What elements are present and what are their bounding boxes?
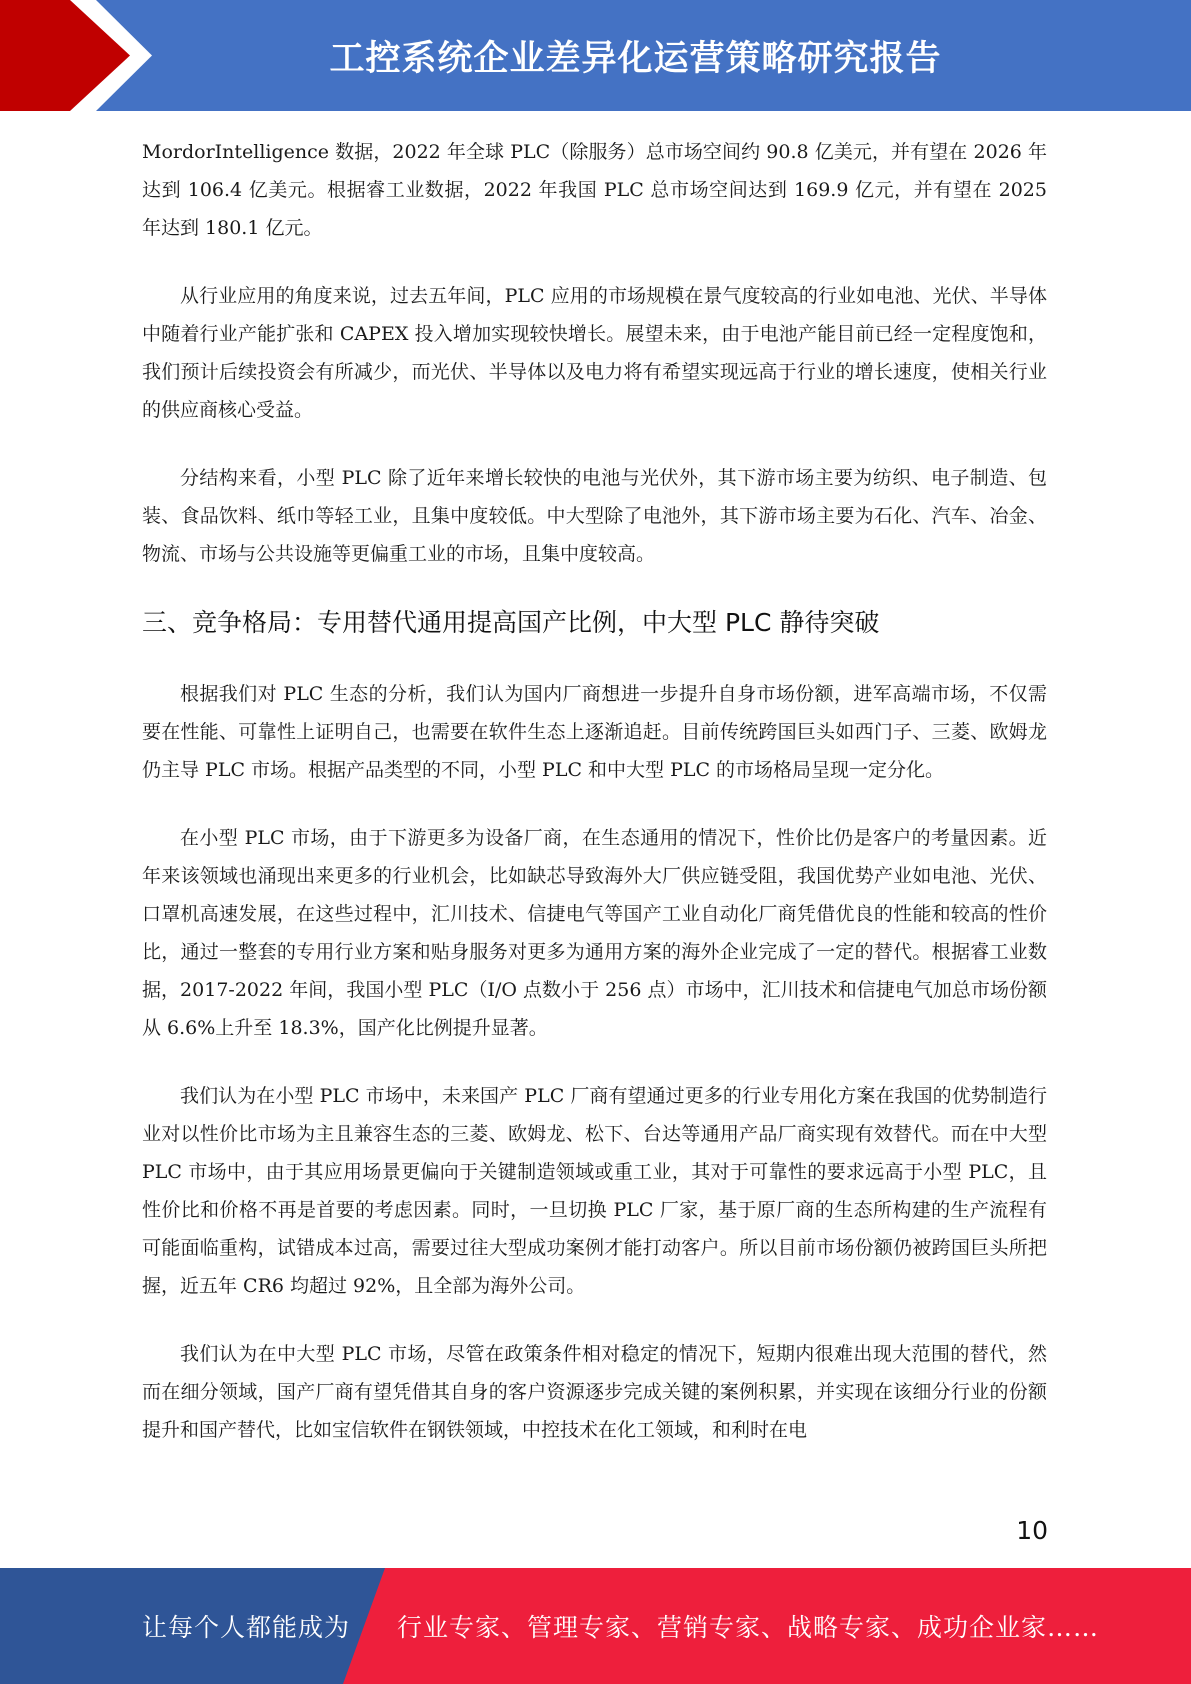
- paragraph-substitution: 我们认为在小型 PLC 市场中，未来国产 PLC 厂商有望通过更多的行业专用化方案在我国的优势制造行业对以性价比市场为主且兼容生态的三菱、欧姆龙、松下、台达等通用产品厂商实现有效替代。而在中大型 PLC 市场中，由于其应用场景更偏向于关键制造领域或重工业，其对于可靠性的要求远高于小型 PLC，且性价比和价格不再是首要的考虑因素。同时，一旦切换 PLC 厂家，基于原厂商的生态所构建的生产流程有可能面临重构，试错成本过高，需要过往大型成功案例才能打动客户。所以目前市场份额仍被跨国巨头所把握，近五年 CR6 均超过 92%，且全部为海外公司。: [142, 1085, 1047, 1297]
- section-heading: 三、竞争格局：专用替代通用提高国产比例，中大型 PLC 静待突破: [142, 608, 880, 637]
- page-number: 10: [1016, 1516, 1048, 1545]
- paragraph-industry-application: 从行业应用的角度来说，过去五年间，PLC 应用的市场规模在景气度较高的行业如电池、光伏、半导体中随着行业产能扩张和 CAPEX 投入增加实现较快增长。展望未来，由于电池产能目前已经一定程度饱和，我们预计后续投资会有所减少，而光伏、半导体以及电力将有希望实现远高于行业的增长速度，使相关行业的供应商核心受益。: [142, 285, 1047, 421]
- footer-slogan-right: 行业专家、管理专家、营销专家、战略专家、成功企业家……: [397, 1613, 1100, 1642]
- paragraph-structure: 分结构来看，小型 PLC 除了近年来增长较快的电池与光伏外，其下游市场主要为纺织、电子制造、包装、食品饮料、纸巾等轻工业，且集中度较低。中大型除了电池外，其下游市场主要为石化、汽车、冶金、物流、市场与公共设施等更偏重工业的市场，且集中度较高。: [142, 467, 1047, 565]
- paragraph-small-plc: 在小型 PLC 市场，由于下游更多为设备厂商，在生态通用的情况下，性价比仍是客户的考量因素。近年来该领域也涌现出来更多的行业机会，比如缺芯导致海外大厂供应链受阻，我国优势产业如电池、光伏、口罩机高速发展，在这些过程中，汇川技术、信捷电气等国产工业自动化厂商凭借优良的性能和较高的性价比，通过一整套的专用行业方案和贴身服务对更多为通用方案的海外企业完成了一定的替代。根据睿工业数据，2017-2022 年间，我国小型 PLC（I/O 点数小于 256 点）市场中，汇川技术和信捷电气加总市场份额从 6.6%上升至 18.3%，国产化比例提升显著。: [142, 827, 1047, 1039]
- paragraph-ecosystem: 根据我们对 PLC 生态的分析，我们认为国内厂商想进一步提升自身市场份额，进军高端市场，不仅需要在性能、可靠性上证明自己，也需要在软件生态上逐渐追赶。目前传统跨国巨头如西门子、三菱、欧姆龙仍主导 PLC 市场。根据产品类型的不同，小型 PLC 和中大型 PLC 的市场格局呈现一定分化。: [142, 683, 1047, 781]
- header-banner: [0, 0, 1191, 111]
- footer-slogan-left: 让每个人都能成为: [142, 1613, 351, 1642]
- document-title: 工控系统企业差异化运营策略研究报告: [329, 38, 942, 79]
- paragraph-mid-large-plc: 我们认为在中大型 PLC 市场，尽管在政策条件相对稳定的情况下，短期内很难出现大范围的替代，然而在细分领域，国产厂商有望凭借其自身的客户资源逐步完成关键的案例积累，并实现在该细分行业的份额提升和国产替代，比如宝信软件在钢铁领域，中控技术在化工领域，和利时在电: [142, 1343, 1047, 1441]
- header-chevron-decoration: [0, 0, 160, 111]
- page-body: [142, 133, 1047, 1479]
- footer-banner: [0, 1568, 1191, 1684]
- paragraph-market-size: MordorIntelligence 数据，2022 年全球 PLC（除服务）总市场空间约 90.8 亿美元，并有望在 2026 年达到 106.4 亿美元。根据睿工业数据，2022 年我国 PLC 总市场空间达到 169.9 亿元，并有望在 2025 年达到 180.1 亿元。: [142, 141, 1047, 239]
